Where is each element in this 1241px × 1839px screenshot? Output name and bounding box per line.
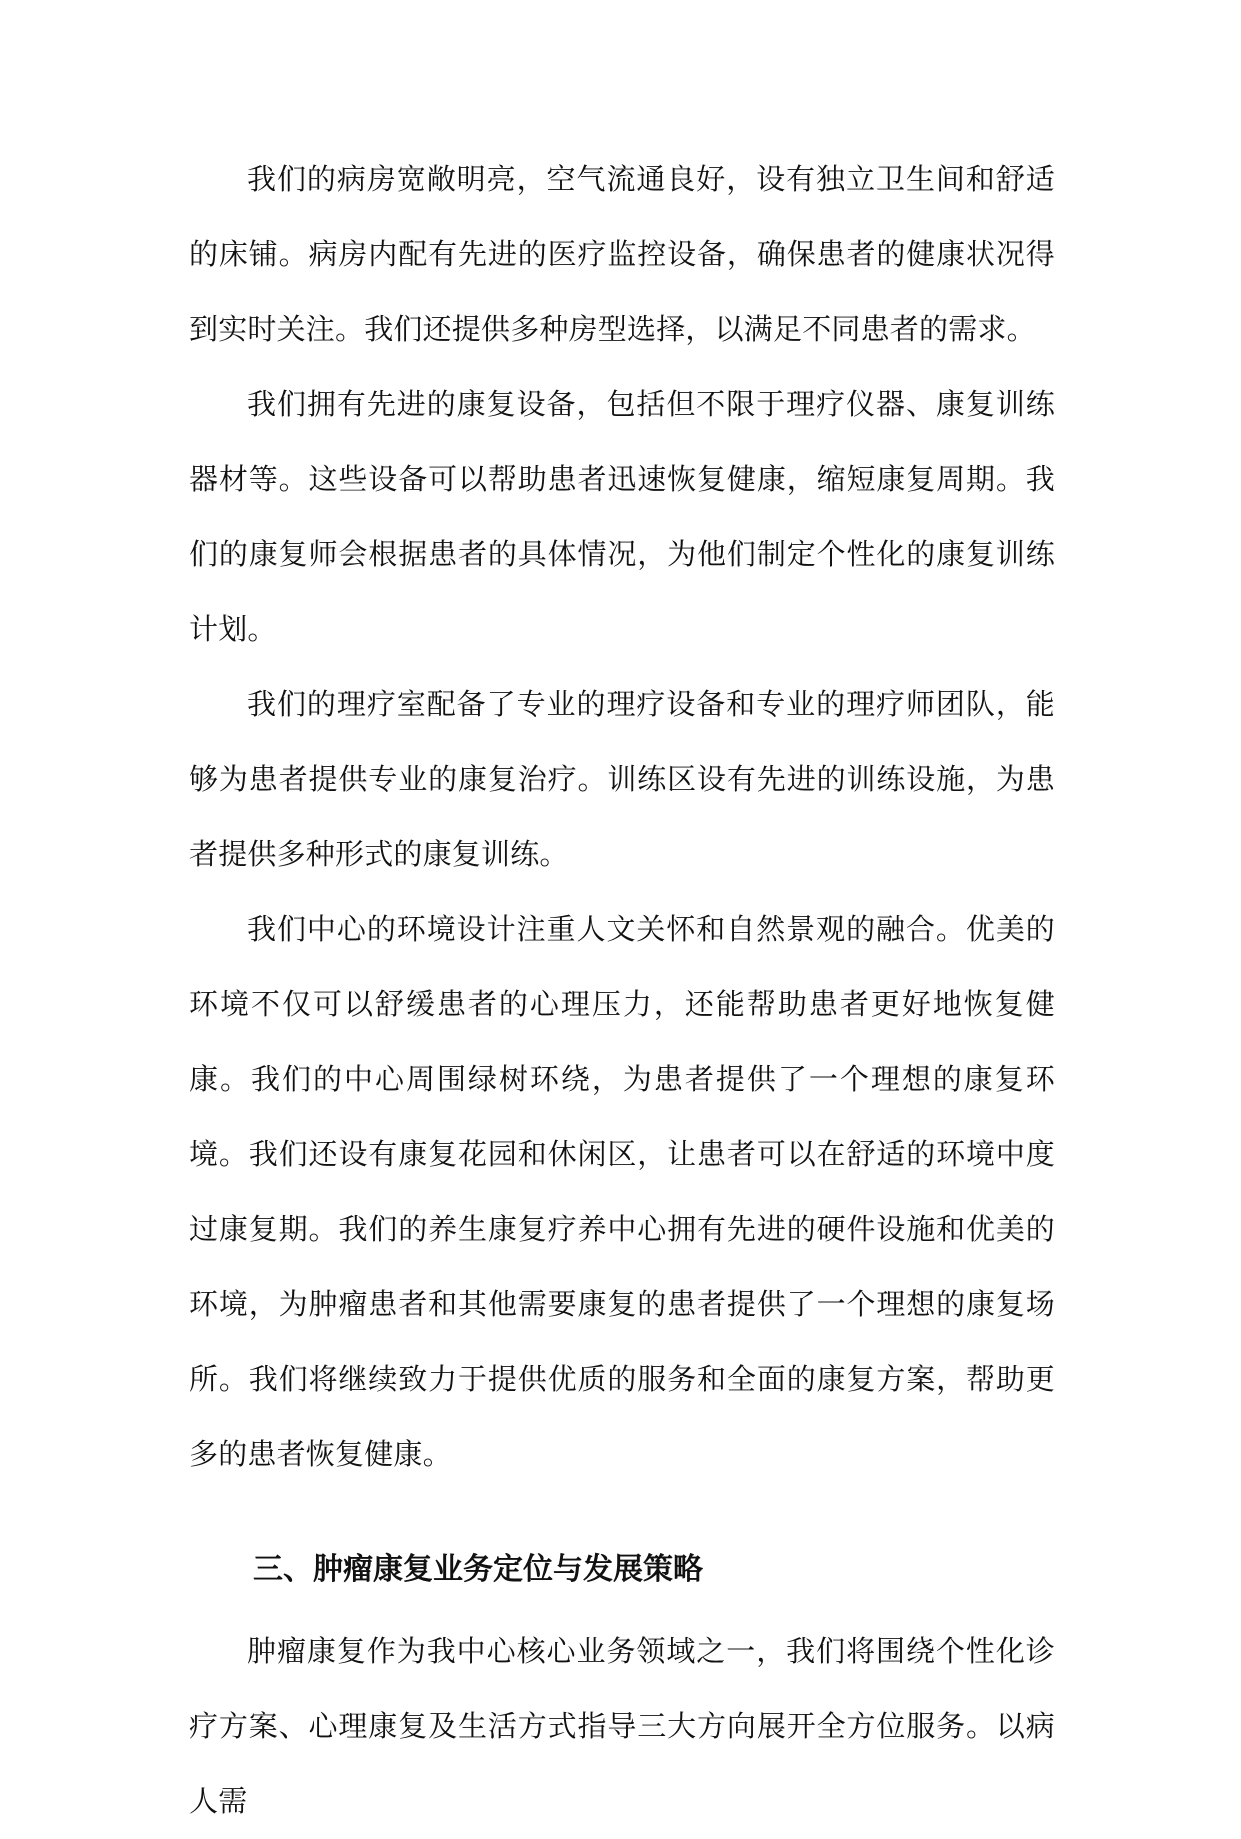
document-body bbox=[189, 142, 1055, 1839]
paragraph-wards: 我们的病房宽敞明亮，空气流通良好，设有独立卫生间和舒适的床铺。病房内配有先进的医疗监控设备，确保患者的健康状况得到实时关注。我们还提供多种房型选择，以满足不同患者的需求。 bbox=[189, 162, 1055, 346]
paragraph-environment: 我们中心的环境设计注重人文关怀和自然景观的融合。优美的环境不仅可以舒缓患者的心理压力，还能帮助患者更好地恢复健康。我们的中心周围绿树环绕，为患者提供了一个理想的康复环境。我们还设有康复花园和休闲区，让患者可以在舒适的环境中度过康复期。我们的养生康复疗养中心拥有先进的硬件设施和优美的环境，为肿瘤患者和其他需要康复的患者提供了一个理想的康复场所。我们将继续致力于提供优质的服务和全面的康复方案，帮助更多的患者恢复健康。 bbox=[189, 912, 1055, 1471]
section-heading: 三、肿瘤康复业务定位与发展策略 bbox=[253, 1552, 703, 1587]
paragraph-equipment: 我们拥有先进的康复设备，包括但不限于理疗仪器、康复训练器材等。这些设备可以帮助患者迅速恢复健康，缩短康复周期。我们的康复师会根据患者的具体情况，为他们制定个性化的康复训练计划。 bbox=[189, 387, 1055, 646]
paragraph-tumor-rehab: 肿瘤康复作为我中心核心业务领域之一，我们将围绕个性化诊疗方案、心理康复及生活方式指导三大方向展开全方位服务。以病人需 bbox=[189, 1634, 1055, 1818]
paragraph-therapy-room: 我们的理疗室配备了专业的理疗设备和专业的理疗师团队，能够为患者提供专业的康复治疗。训练区设有先进的训练设施，为患者提供多种形式的康复训练。 bbox=[189, 687, 1055, 871]
